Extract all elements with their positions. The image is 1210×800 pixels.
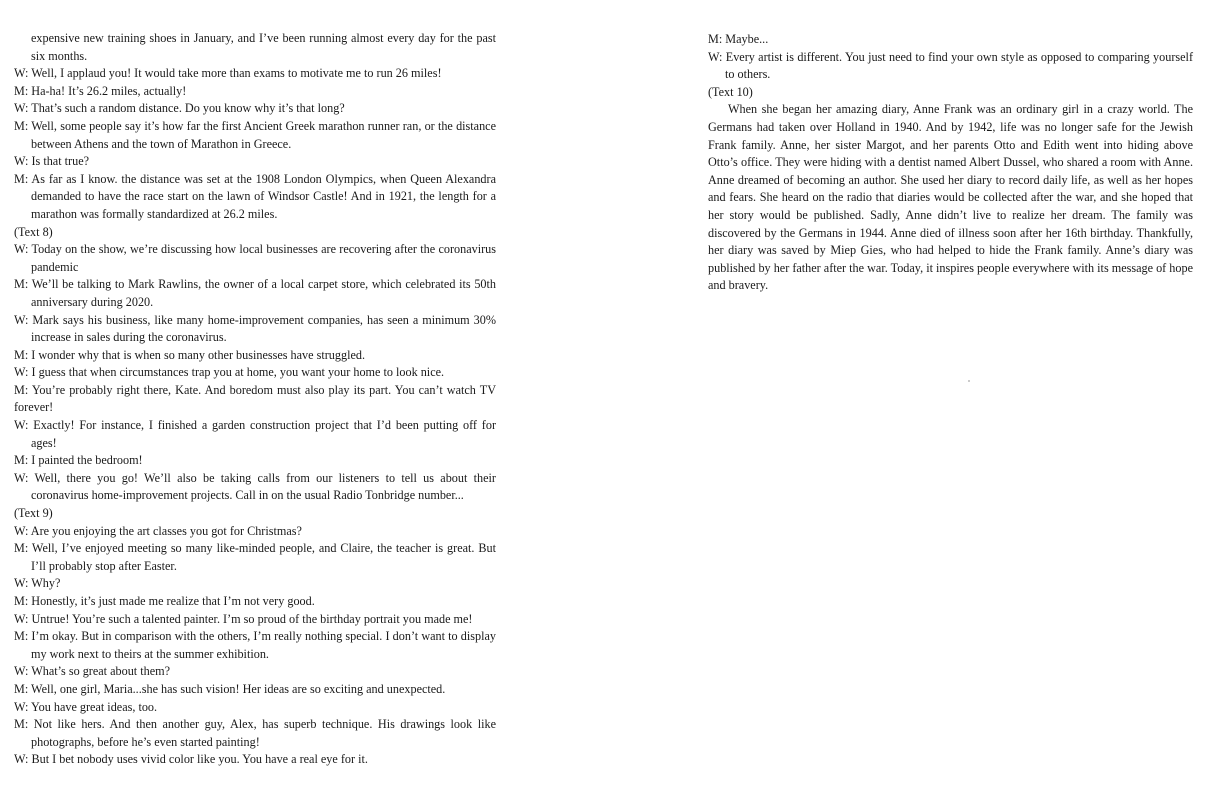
- dialogue-line: W: You have great ideas, too.: [14, 699, 158, 714]
- section-heading: (Text 9): [14, 506, 53, 521]
- dialogue-line: W: But I bet nobody uses vivid color like you. You have a real eye for it.: [14, 752, 368, 767]
- dialogue-line: W: I guess that when circumstances trap you at home, you want your home to look nice.: [14, 365, 445, 380]
- dialogue-line: M: I painted the bedroom!: [14, 453, 143, 468]
- dialogue-line: expensive new training shoes in January, and I’ve been running almost every day for the past six months.: [31, 31, 496, 63]
- dialogue-line: W: Mark says his business, like many home-improvement companies, has seen a minimum 30% increase in sales during the coronavirus.: [14, 312, 496, 345]
- dialogue-line: W: Untrue! You’re such a talented painter. I’m so proud of the birthday portrait you made me!: [14, 611, 473, 626]
- dialogue-line: M: Well, I’ve enjoyed meeting so many like-minded people, and Claire, the teacher is great. But I’ll probably stop after Easter.: [14, 541, 496, 573]
- dialogue-line: W: Is that true?: [14, 154, 90, 169]
- dialogue-line: M: Ha-ha! It’s 26.2 miles, actually!: [14, 83, 187, 98]
- dialogue-line: M: Not like hers. And then another guy, Alex, has superb technique. His drawings look like photographs, before he’s even started painting!: [14, 717, 496, 749]
- dialogue-line: W: Are you enjoying the art classes you got for Christmas?: [14, 523, 302, 538]
- section-heading: (Text 8): [14, 224, 53, 239]
- scan-speck: [968, 380, 970, 382]
- dialogue-line: W: What’s so great about them?: [14, 664, 171, 679]
- dialogue-line: W: Today on the show, we’re discussing how local businesses are recovering after the coronavirus pandemic: [14, 242, 496, 274]
- dialogue-line: W: Why?: [14, 576, 61, 591]
- passage-paragraph: When she began her amazing diary, Anne Frank was an ordinary girl in a crazy world. The Germans had taken over Holland in 1940. And by 1942, life was no longer safe for the Jewish Frank family. Anne, her sister Margot, and her parents Otto and Edith went into hiding above Otto’s office. They were hiding with a dentist named Albert Dussel, who shared a room with Anne. Anne dreamed of becoming an author. She used her diary to record daily life, as well as her hopes and fears. She heard on the radio that diaries would be collected after the war, and she hoped that her story would be published. Sadly, Anne didn’t live to realize her dream. The family was discovered by the Germans in 1944. Anne died of illness soon after her 16th birthday. Thankfully, her diary was saved by Miep Gies, who had helped to hide the Frank family. Anne’s diary was published by her father after the war. Today, it inspires people everywhere with its message of hope and bravery.: [708, 102, 1193, 293]
- dialogue-line: M: Well, some people say it’s how far the first Ancient Greek marathon runner ran, or the distance between Athens and the town of Marathon in Greece.: [14, 118, 496, 151]
- dialogue-line: W: Every artist is different. You just need to find your own style as opposed to comparing yourself to others.: [708, 49, 1193, 82]
- dialogue-line: W: Exactly! For instance, I finished a garden construction project that I’d been putting off for ages!: [14, 418, 496, 450]
- dialogue-line: M: I wonder why that is when so many other businesses have struggled.: [14, 347, 366, 362]
- dialogue-line: M: You’re probably right there, Kate. And boredom must also play its part. You can’t watch TV forever!: [14, 382, 496, 415]
- dialogue-line: W: Well, there you go! We’ll also be taking calls from our listeners to tell us about their coronavirus home-improvement projects. Call in on the usual Radio Tonbridge number...: [14, 470, 496, 503]
- dialogue-line: M: We’ll be talking to Mark Rawlins, the owner of a local carpet store, which celebrated its 50th anniversary during 2020.: [14, 277, 496, 309]
- section-heading: (Text 10): [708, 84, 753, 99]
- right-text-column: [708, 0, 1193, 295]
- dialogue-line: M: I’m okay. But in comparison with the others, I’m really nothing special. I don’t want to display my work next to theirs at the summer exhibition.: [14, 629, 496, 661]
- left-text-column: [14, 0, 496, 769]
- dialogue-line: M: As far as I know. the distance was set at the 1908 London Olympics, when Queen Alexandra demanded to have the race start on the lawn of Windsor Castle! And in 1921, the length for a marathon was formally standardized at 26.2 miles.: [14, 171, 496, 221]
- dialogue-line: W: That’s such a random distance. Do you know why it’s that long?: [14, 101, 345, 116]
- dialogue-line: W: Well, I applaud you! It would take more than exams to motivate me to run 26 miles!: [14, 66, 442, 81]
- dialogue-line: M: Maybe...: [708, 32, 769, 46]
- dialogue-line: M: Well, one girl, Maria...she has such vision! Her ideas are so exciting and unexpected.: [14, 681, 446, 696]
- dialogue-line: M: Honestly, it’s just made me realize that I’m not very good.: [14, 594, 315, 608]
